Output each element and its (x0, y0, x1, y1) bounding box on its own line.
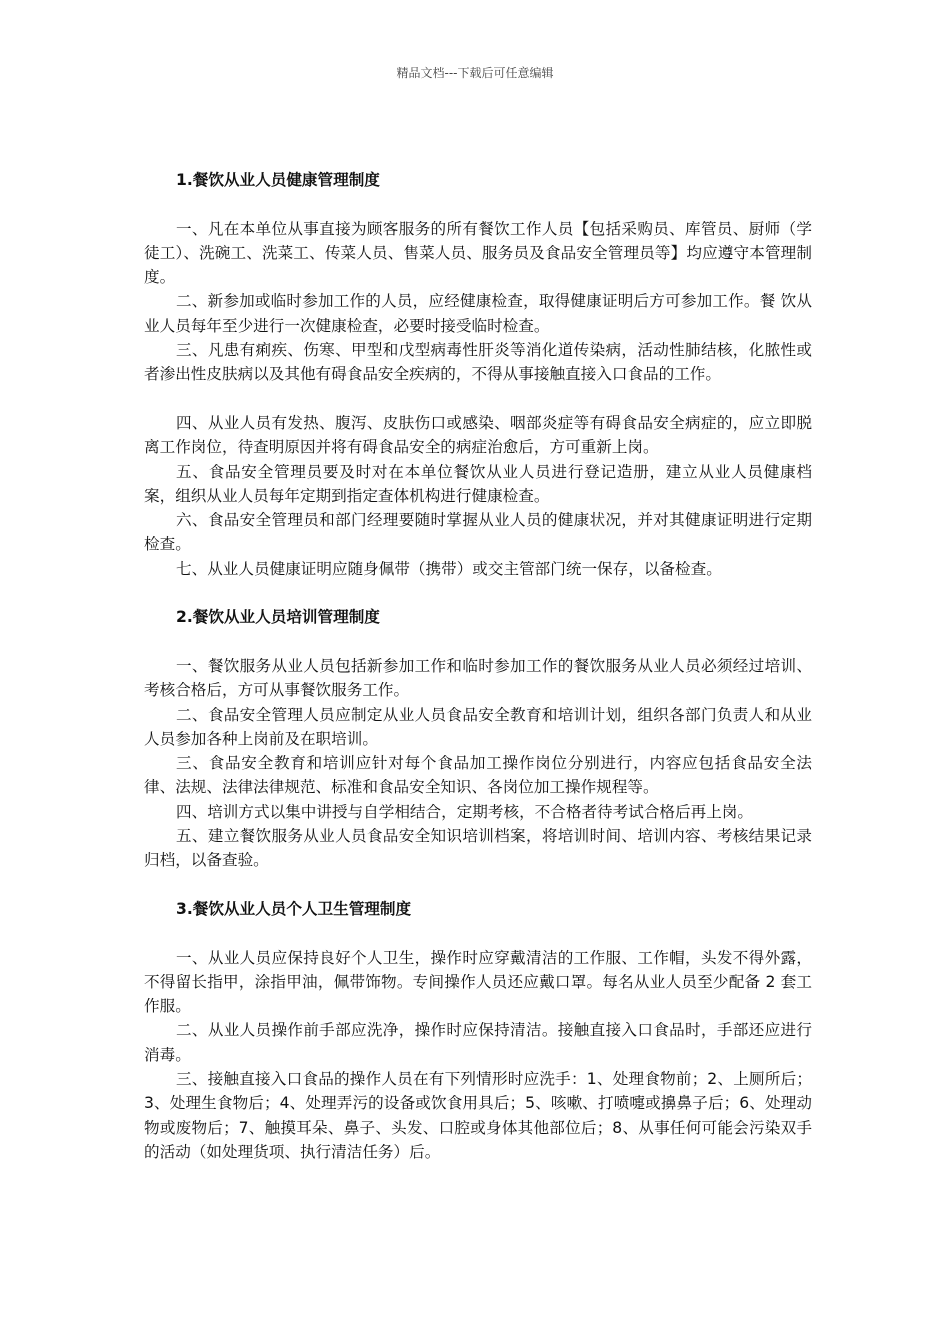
paragraph: 二、食品安全管理人员应制定从业人员食品安全教育和培训计划，组织各部门负责人和从业人员参加各种上岗前及在职培训。 (144, 705, 812, 748)
paragraph: 一、凡在本单位从事直接为顾客服务的所有餐饮工作人员【包括采购员、库管员、厨师（学徒工）、洗碗工、洗菜工、传菜人员、售菜人员、服务员及食品安全管理员等】均应遵守本管理制度。 (144, 219, 812, 287)
section-health (144, 168, 812, 605)
section-title: 3.餐饮从业人员个人卫生管理制度 (176, 899, 412, 918)
section-title: 2.餐饮从业人员培训管理制度 (176, 608, 380, 627)
section-hygiene (144, 897, 812, 1164)
section-title: 1.餐饮从业人员健康管理制度 (176, 171, 380, 189)
document-body (144, 168, 812, 1164)
paragraph: 一、餐饮服务从业人员包括新参加工作和临时参加工作的餐饮服务从业人员必须经过培训、考核合格后，方可从事餐饮服务工作。 (144, 656, 812, 700)
paragraph: 四、培训方式以集中讲授与自学相结合，定期考核，不合格者待考试合格后再上岗。 (176, 802, 753, 821)
paragraph: 二、新参加或临时参加工作的人员，应经健康检查，取得健康证明后方可参加工作。餐 饮从业人员每年至少进行一次健康检查，必要时接受临时检查。 (144, 292, 812, 335)
paragraph: 二、从业人员操作前手部应洗净，操作时应保持清洁。接触直接入口食品时，手部还应进行消毒。 (144, 1021, 812, 1064)
paragraph: 三、接触直接入口食品的操作人员在有下列情形时应洗手：1、处理食物前；2、上厕所后；3、处理生食物后；4、处理弄污的设备或饮食用具后；5、咳嗽、打喷嚏或擤鼻子后；6、处理动物或废物后；7、触摸耳朵、鼻子、头发、口腔或身体其他部位后；8、从事任何可能会污染双手的活动（如处理货项、执行清洁任务）后。 (144, 1069, 812, 1161)
paragraph: 五、建立餐饮服务从业人员食品安全知识培训档案，将培训时间、培训内容、考核结果记录归档，以备查验。 (144, 827, 812, 870)
paragraph: 七、从业人员健康证明应随身佩带（携带）或交主管部门统一保存，以备检查。 (176, 559, 722, 578)
paragraph: 三、食品安全教育和培训应针对每个食品加工操作岗位分别进行，内容应包括食品安全法律、法规、法律法律规范、标准和食品安全知识、各岗位加工操作规程等。 (144, 754, 812, 797)
paragraph: 五、食品安全管理员要及时对在本单位餐饮从业人员进行登记造册，建立从业人员健康档案，组织从业人员每年定期到指定查体机构进行健康检查。 (144, 462, 812, 505)
page-header: 精品文档---下载后可任意编辑 (396, 66, 554, 80)
paragraph: 三、凡患有痢疾、伤寒、甲型和戊型病毒性肝炎等消化道传染病，活动性肺结核，化脓性或者渗出性皮肤病以及其他有碍食品安全疾病的，不得从事接触直接入口食品的工作。 (144, 341, 812, 384)
paragraph: 一、从业人员应保持良好个人卫生，操作时应穿戴清洁的工作服、工作帽，头发不得外露，不得留长指甲，涂指甲油，佩带饰物。专间操作人员还应戴口罩。每名从业人员至少配备 2 套工作服。 (144, 948, 812, 1016)
section-training (144, 605, 812, 897)
paragraph: 六、食品安全管理员和部门经理要随时掌握从业人员的健康状况，并对其健康证明进行定期检查。 (144, 511, 812, 554)
paragraph: 四、从业人员有发热、腹泻、皮肤伤口或感染、咽部炎症等有碍食品安全病症的，应立即脱离工作岗位，待查明原因并将有碍食品安全的病症治愈后，方可重新上岗。 (144, 413, 812, 457)
